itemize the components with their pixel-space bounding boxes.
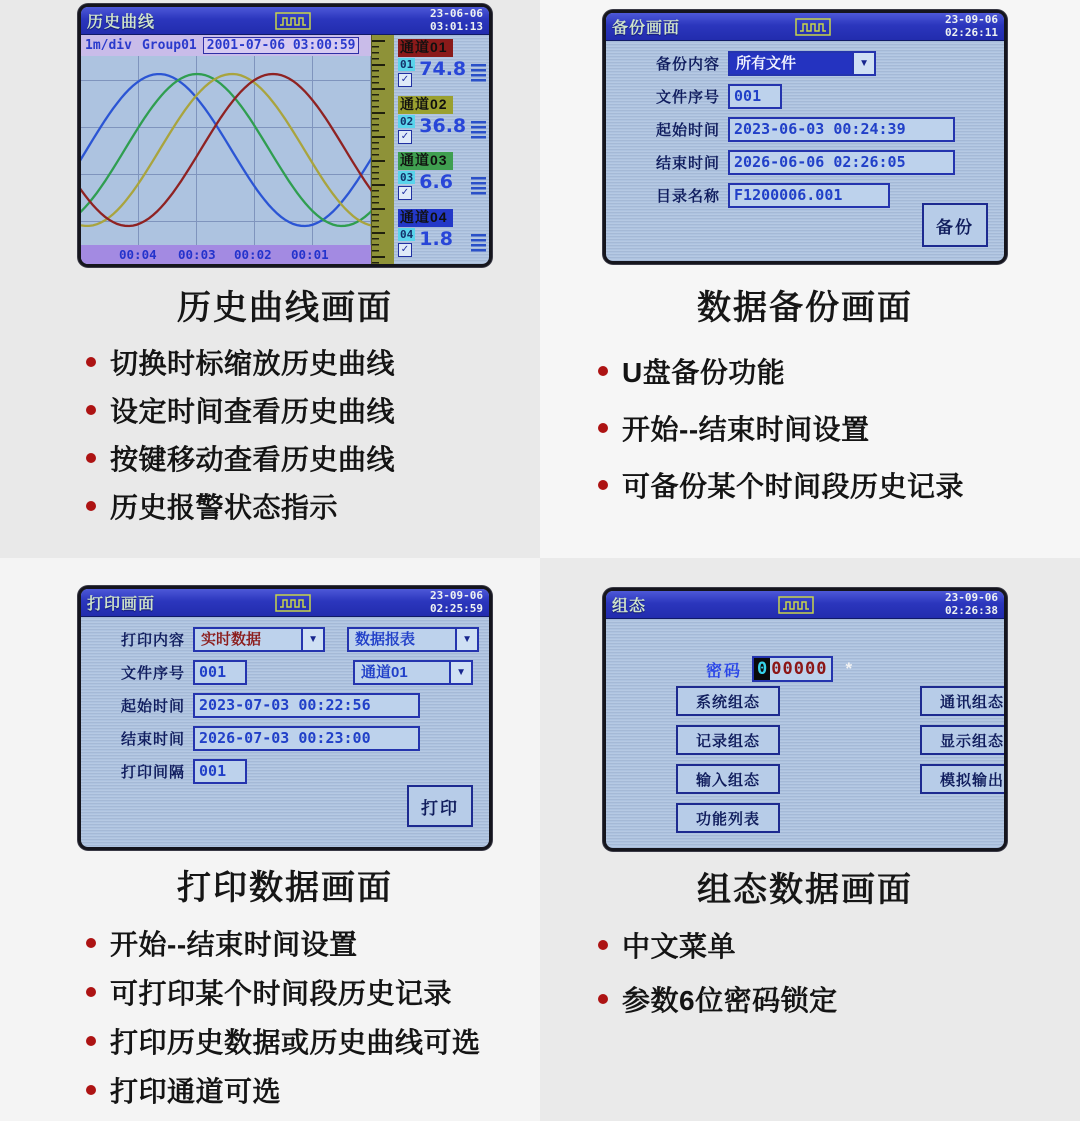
- time-tick: 00:03: [178, 247, 216, 262]
- channel-number: 03: [400, 171, 414, 184]
- section-title-backup: 数据备份画面: [697, 289, 913, 327]
- bullet-item: 按键移动查看历史曲线: [86, 434, 395, 482]
- dropdown-arrow-icon[interactable]: ▼: [852, 53, 874, 74]
- bullet-item: 中文菜单: [598, 918, 838, 972]
- function-list-button[interactable]: 功能列表: [676, 803, 780, 833]
- bullet-item: 打印历史数据或历史曲线可选: [86, 1016, 481, 1065]
- quadrant-print: [0, 558, 540, 1121]
- password-field[interactable]: 0 00000: [752, 656, 833, 682]
- channel-value: 74.8: [419, 58, 467, 80]
- bullet-item: 切换时标缩放历史曲线: [86, 338, 395, 386]
- end-time-label: 结束时间: [121, 731, 186, 748]
- channel-value: 36.8: [419, 114, 467, 137]
- backup-content-label: 备份内容: [656, 56, 721, 73]
- history-bullet-list: [86, 338, 395, 530]
- time-tick: 00:01: [291, 247, 329, 262]
- quadrant-config: [540, 558, 1080, 1121]
- bullet-dot-icon: [86, 987, 96, 997]
- bullet-item: 开始--结束时间设置: [86, 918, 481, 967]
- print-screen-title: 打印画面: [87, 596, 156, 613]
- bullet-dot-icon: [86, 1085, 96, 1095]
- backup-content-dropdown[interactable]: 所有文件 ▼: [728, 51, 876, 76]
- channel-select-dropdown[interactable]: 通道01 ▼: [353, 660, 473, 685]
- print-content-dropdown[interactable]: 实时数据 ▼: [193, 627, 325, 652]
- end-time-field[interactable]: 2026-06-06 02:26:05: [728, 150, 955, 175]
- channel-block-02[interactable]: [398, 96, 486, 153]
- print-interval-label: 打印间隔: [121, 764, 186, 781]
- channel-checkbox[interactable]: ✓: [398, 186, 412, 200]
- bullet-item: 可备份某个时间段历史记录: [598, 456, 964, 513]
- password-star: *: [845, 659, 853, 678]
- channel-menu-icon: [471, 121, 486, 140]
- history-toolbar: [81, 35, 371, 56]
- start-time-label: 起始时间: [121, 698, 186, 715]
- channel-number: 02: [400, 114, 414, 128]
- display-config-button[interactable]: 显示组态: [920, 725, 1007, 755]
- channel-name-badge: 通道04: [398, 209, 453, 227]
- time-tick: 00:02: [234, 247, 272, 262]
- backup-bullet-list: [598, 342, 964, 513]
- directory-name-field[interactable]: F1200006.001: [728, 183, 890, 208]
- dropdown-arrow-icon[interactable]: ▼: [455, 629, 477, 650]
- print-screen-body: [81, 617, 489, 818]
- config-screen-header: [606, 591, 1004, 619]
- file-number-label: 文件序号: [656, 89, 721, 106]
- start-time-field[interactable]: 2023-06-03 00:24:39: [728, 117, 955, 142]
- channel-name-badge: 通道03: [398, 152, 453, 170]
- channel-number: 01: [400, 58, 414, 71]
- history-screen-title: 历史曲线: [87, 14, 156, 31]
- print-screen-header: [81, 589, 489, 617]
- history-time-axis: [81, 245, 371, 265]
- backup-screen-body: [606, 41, 1004, 237]
- channel-block-01[interactable]: [398, 39, 486, 96]
- end-time-label: 结束时间: [656, 155, 721, 172]
- history-screen-body: [81, 35, 489, 265]
- bullet-item: U盘备份功能: [598, 342, 964, 399]
- channel-name-badge: 通道01: [398, 39, 453, 57]
- bullet-dot-icon: [598, 940, 608, 950]
- channel-menu-icon: [471, 234, 486, 253]
- channel-menu-icon: [471, 177, 486, 196]
- password-cursor: 0: [754, 658, 770, 680]
- bullet-item: 历史报警状态指示: [86, 482, 395, 530]
- bullet-dot-icon: [598, 480, 608, 490]
- input-config-button[interactable]: 输入组态: [676, 764, 780, 794]
- history-chart-waves: [81, 56, 371, 244]
- config-bullet-list: [598, 918, 838, 1026]
- end-time-field[interactable]: 2026-07-03 00:23:00: [193, 726, 420, 751]
- bullet-dot-icon: [86, 938, 96, 948]
- config-screen-body: [606, 619, 1004, 849]
- history-clock: 23-06-06 03:01:13: [430, 7, 483, 33]
- dropdown-arrow-icon[interactable]: ▼: [301, 629, 323, 650]
- quadrant-backup: [540, 0, 1080, 558]
- directory-name-label: 目录名称: [656, 188, 721, 205]
- config-screen-title: 组态: [612, 598, 647, 615]
- file-number-field[interactable]: 001: [728, 84, 782, 109]
- bullet-item: 参数6位密码锁定: [598, 972, 838, 1026]
- bullet-dot-icon: [598, 423, 608, 433]
- bullet-dot-icon: [598, 994, 608, 1004]
- channel-checkbox[interactable]: ✓: [398, 243, 412, 257]
- start-time-field[interactable]: 2023-07-03 00:22:56: [193, 693, 420, 718]
- section-title-history: 历史曲线画面: [177, 289, 393, 327]
- channel-panel: [394, 35, 489, 265]
- start-time-label: 起始时间: [656, 122, 721, 139]
- bullet-dot-icon: [86, 501, 96, 511]
- channel-checkbox[interactable]: ✓: [398, 130, 412, 144]
- file-number-label: 文件序号: [121, 665, 186, 682]
- bullet-item: 设定时间查看历史曲线: [86, 386, 395, 434]
- password-label: 密码: [706, 662, 743, 680]
- scale-ruler: [371, 35, 394, 265]
- waveform-icon: [795, 18, 831, 36]
- channel-block-03[interactable]: [398, 152, 486, 209]
- bullet-item: 打印通道可选: [86, 1065, 481, 1114]
- history-datetime-box[interactable]: 2001-07-06 03:00:59: [203, 37, 360, 54]
- dropdown-arrow-icon[interactable]: ▼: [449, 662, 471, 683]
- waveform-icon: [778, 596, 814, 614]
- backup-screen-header: [606, 13, 1004, 41]
- section-title-config: 组态数据画面: [697, 871, 913, 909]
- bullet-dot-icon: [86, 1036, 96, 1046]
- history-screen-header: [81, 7, 489, 35]
- backup-clock: 23-09-06 02:26:11: [945, 13, 998, 39]
- channel-block-04[interactable]: [398, 209, 486, 266]
- report-type-dropdown[interactable]: 数据报表 ▼: [347, 627, 479, 652]
- backup-button[interactable]: 备份: [922, 203, 988, 247]
- print-button[interactable]: 打印: [407, 785, 473, 827]
- history-curve-screen: [78, 4, 492, 267]
- bullet-item: 开始--结束时间设置: [598, 399, 964, 456]
- print-bullet-list: [86, 918, 481, 1114]
- channel-menu-icon: [471, 64, 486, 83]
- print-screen: [78, 586, 492, 850]
- channel-name-badge: 通道02: [398, 96, 453, 114]
- config-clock: 23-09-06 02:26:38: [945, 591, 998, 617]
- time-tick: 00:04: [119, 247, 157, 262]
- bullet-dot-icon: [598, 366, 608, 376]
- bullet-item: 可打印某个时间段历史记录: [86, 967, 481, 1016]
- password-row: [706, 656, 852, 682]
- quadrant-history: [0, 0, 540, 558]
- waveform-icon: [275, 12, 311, 30]
- history-chart: [81, 56, 371, 245]
- bullet-dot-icon: [86, 357, 96, 367]
- time-scale-label[interactable]: 1m/div: [85, 38, 132, 53]
- bullet-dot-icon: [86, 405, 96, 415]
- comm-config-button[interactable]: 通讯组态: [920, 686, 1007, 716]
- section-title-print: 打印数据画面: [177, 869, 393, 907]
- config-screen: [603, 588, 1007, 851]
- backup-screen-title: 备份画面: [612, 20, 681, 37]
- channel-checkbox[interactable]: ✓: [398, 73, 412, 87]
- channel-number: 04: [400, 227, 414, 241]
- bullet-dot-icon: [86, 453, 96, 463]
- waveform-icon: [275, 594, 311, 612]
- print-content-label: 打印内容: [121, 632, 186, 649]
- analog-output-button[interactable]: 模拟输出: [920, 764, 1007, 794]
- file-number-field[interactable]: 001: [193, 660, 247, 685]
- channel-value: 6.6: [419, 171, 453, 193]
- channel-value: 1.8: [419, 227, 453, 250]
- record-config-button[interactable]: 记录组态: [676, 725, 780, 755]
- config-button-grid: [676, 686, 1007, 833]
- print-interval-field[interactable]: 001: [193, 759, 247, 784]
- print-clock: 23-09-06 02:25:59: [430, 589, 483, 615]
- system-config-button[interactable]: 系统组态: [676, 686, 780, 716]
- group-label[interactable]: Group01: [141, 38, 197, 53]
- backup-screen: [603, 10, 1007, 264]
